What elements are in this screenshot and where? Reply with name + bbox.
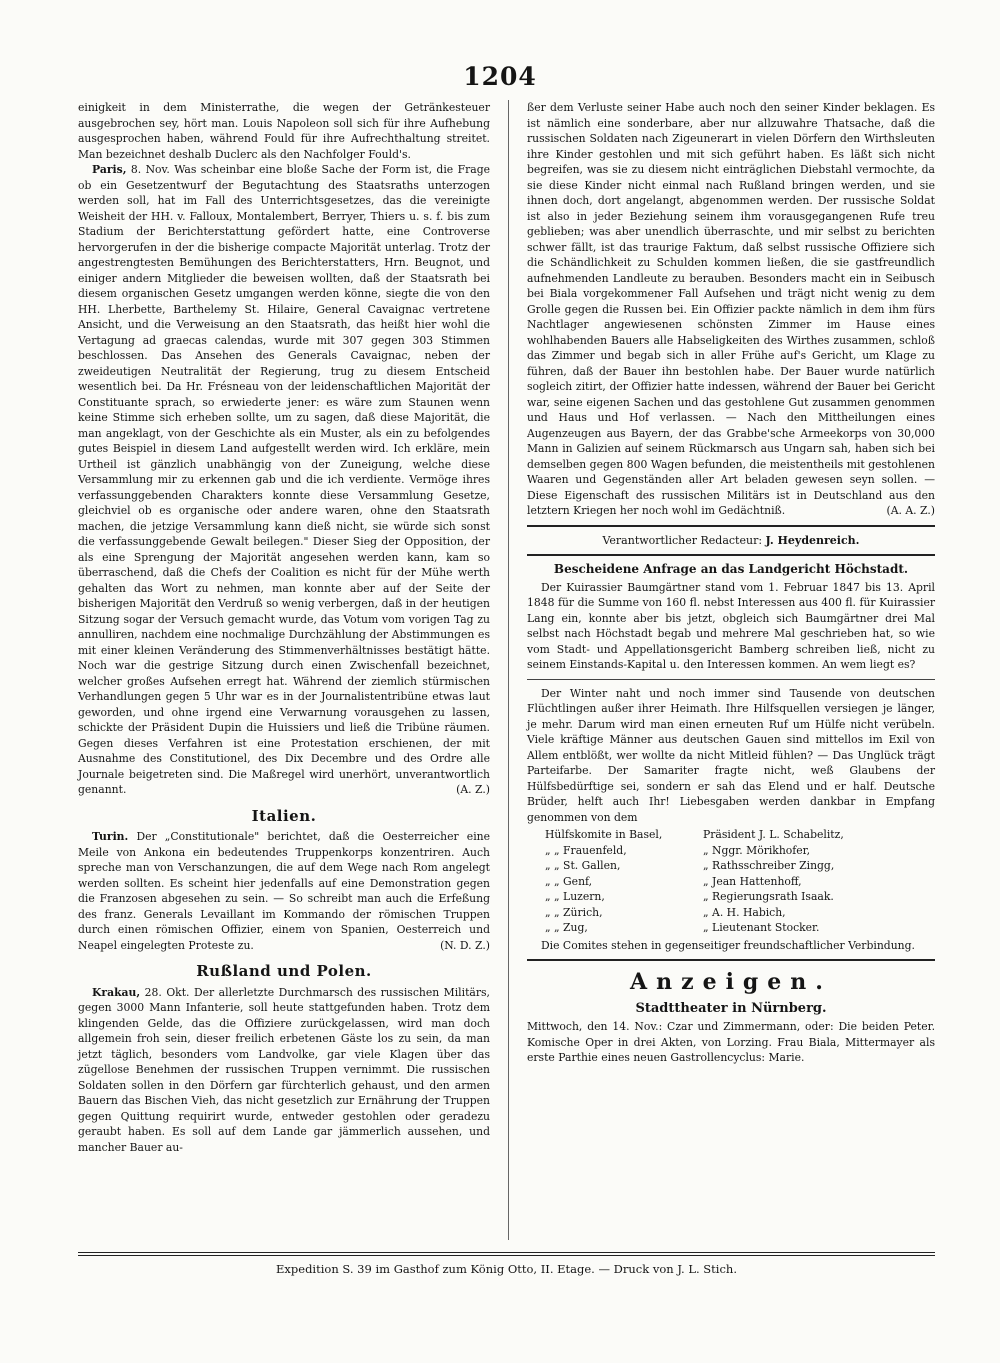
committee-person: „ Regierungsrath Isaak. [703,890,834,903]
article-continuation: einigkeit in dem Ministerrathe, die wegen der Getränkesteuer ausgebrochen sey, hört man. Louis Napoleon soll sich für ihre Aufhebung ausgesprochen haben, während Fould für ihre Aufrechthaltung streitet. Man bezeichnet deshalb Duclerc als den Nachfolger Fould's. [78,101,490,161]
separator-rule [527,525,935,527]
list-item [531,874,935,890]
separator-rule [527,679,935,680]
krakau-continuation [527,100,935,519]
column-divider [508,100,509,1240]
krakau-article [78,985,490,1156]
appeal-closing: Die Comites stehen in gegenseitiger freundschaftlicher Verbindung. [541,938,915,952]
committee-place: Hülfskomite in Basel, [545,828,663,841]
list-item [531,889,935,905]
list-item [531,858,935,874]
paris-dateline: Paris, [92,163,127,176]
turin-text: Der „Constitutionale" berichtet, daß die Oesterreicher eine Meile von Ankona ein bedeutendes Truppenkorps konzentriren. Auch spreche man von Verschanzungen, die auf dem Wege nach Rom angelegt werden sollten. Es scheint hier jedenfalls auf eine Demonstration gegen die Franzosen abgesehen zu sein. — So schreibt man auch die Erfeßung des franz. Generals Levaillant im Kommando der römischen Truppen durch einen römischen Offizier, einem von Spanien, Oesterreich und Neapel eingelegten Proteste zu. [78,830,490,952]
krakau-text: Der allerletzte Durchmarsch des russischen Militärs, gegen 3000 Mann Infanterie, soll heute stattgefunden haben. Trotz dem klingenden Gelde, das die Offiziere zurückgelassen, wird man doch allgemein froh sein, dieser freilich erbetenen Gäste los zu sein, da man jetzt täglich, besonders vom Landvolke, gar viele Klagen über das zügellose Benehmen der russischen Truppen vernimmt. Die russischen Soldaten sollen in den Dörfern gar fürchterlich gehaust, und den armen Bauern das Bischen Vieh, das nicht gesetzlich zur Ernährung der Truppen gegen Quittung requirirt wurde, entweder gestohlen oder geradezu geraubt haben. Es soll auf dem Lande gar jämmerlich aussehen, und mancher Bauer au- [78,985,490,1154]
list-item [531,905,935,921]
committee-person: „ Lieutenant Stocker. [703,921,820,934]
committee-place: „ „ Zürich, [545,905,603,919]
page-number: 1204 [463,62,537,91]
section-heading-italien: Italien. [251,806,317,825]
continuation-source: (A. A. Z.) [886,504,935,517]
right-column [527,100,935,1066]
turin-dateline: Turin. [92,830,129,843]
krakau-date: 28. Okt. [144,985,190,999]
committee-person: „ Jean Hattenhoff, [703,874,802,888]
editor-line [527,533,935,549]
continuation-text: ßer dem Verluste seiner Habe auch noch den seiner Kinder beklagen. Es ist nämlich eine sonderbare, aber nur allzuwahre Thatsache, daß die russischen Soldaten nach Zigeunerart in vielen Dörfern den Wirthsleuten ihre Kinder gestohlen und mit sich geführt haben. Es läßt sich nicht begreifen, was sie zu diesem nicht einträglichen Diebstahl vermochte, da sie diese Kinder nicht einmal nach Rußland bringen werden, und sie ihnen doch, dort angelangt, abgenommen werden. Der russische Soldat ist also in jeder Beziehung seinem ihm vorausgegangenen Rufe treu geblieben; was aber unendlich überraschte, und mir selbst zu berichten schwer fällt, ist das traurige Faktum, daß selbst russische Offiziere sich die Schändlichkeit zu Schulden kommen ließen, die sie gastfreundlich aufnehmenden Landleute zu berauben. Besonders macht ein in Seibusch bei Biala vorgekommener Fall Aufsehen und trägt nicht wenig zu dem Grolle gegen die Russen bei. Ein Offizier packte nämlich in dem ihm fürs Nachtlager angewiesenen schönsten Zimmer im Hause eines wohlhabenden Bauers alle Habseligkeiten des Wirthes zusammen, schloß das Zimmer und begab sich in aller Frühe auf's Gericht, um Klage zu führen, daß der Bauer ihn bestohlen habe. Der Bauer wurde natürlich sogleich zitirt, der Offizier hatte indessen, während der Bauer bei Gericht war, seine eigenen Sachen und das gestohlene Gut zusammen genommen und Haus und Hof verlassen. — Nach den Mittheilungen eines Augenzeugen aus Bayern, der das Grabbe'sche Armeekorps von 30,000 Mann in Galizien auf seinem Rückmarsch aus Ungarn sah, haben sich bei demselben gegen 800 Wagen befunden, die meistentheils mit gestohlenen Waaren und Gegenständen aller Art beladen gewesen seyn sollen. — Diese Eigenschaft des russischen Militärs ist in Deutschland aus den letztern Kriegen her noch wohl im Gedächtniß. [527,101,935,517]
ads-heading: Anzeigen. [630,969,832,995]
paris-article [78,162,490,798]
separator-rule [527,554,935,556]
separator-rule [527,959,935,961]
list-item [531,843,935,859]
list-item [531,827,935,843]
committee-place: „ „ Frauenfeld, [545,843,627,857]
editor-name: J. Heydenreich. [765,533,860,547]
committee-person: „ A. H. Habich, [703,905,786,919]
committee-person: „ Rathsschreiber Zingg, [703,859,835,872]
editor-label: Verantwortlicher Redacteur: [602,533,763,547]
committee-list [531,827,935,936]
inquiry-text: Der Kuirassier Baumgärtner stand vom 1. Februar 1847 bis 13. April 1848 für die Summe von 160 fl. nebst Interessen aus 400 fl. für Kuirassier Lang ein, konnte aber bis jetzt, obgleich sich Baumgärtner drei Mal selbst nach Höchstadt begab und mehrere Mal geschrieben hat, so wie vom Stadt- und Appellationsgericht Bamberg schreiben ließ, nicht zu seinem Einstands-Kapital u. den Interessen kommen. An wem liegt es? [527,580,935,671]
committee-person: Präsident J. L. Schabelitz, [703,828,844,841]
turin-article [78,829,490,953]
paris-date: 8. Nov. [130,163,170,176]
theatre-text: Mittwoch, den 14. Nov.: Czar und Zimmermann, oder: Die beiden Peter. Komische Oper in drei Akten, von Lorzing. Frau Biala, Mittermayer als erste Parthie eines neuen Gastrollencyclus: Marie. [527,1020,935,1064]
committee-place: „ „ Luzern, [545,890,605,903]
turin-source: (N. D. Z.) [440,938,490,952]
left-column [78,100,490,1155]
inquiry-title: Bescheidene Anfrage an das Landgericht Höchstadt. [553,562,909,576]
section-heading-russland: Rußland und Polen. [196,962,372,980]
krakau-dateline: Krakau, [92,985,141,999]
imprint-footer: Expedition S. 39 im Gasthof zum König Otto, II. Etage. — Druck von J. L. Stich. [276,1262,737,1276]
committee-place: „ „ St. Gallen, [545,859,621,872]
paris-text: Was scheinbar eine bloße Sache der Form ist, die Frage ob ein Gesetzentwurf der Begutachtung des Staatsraths unterzogen werden soll, hat im Fall des Unterrichtsgesetzes, das die vereinigte Weisheit der HH. v. Falloux, Montalembert, Berryer, Thiers u. s. f. bis zum Stadium der Berichterstattung gefördert hatte, eine Controverse hervorgerufen in der die bisherige compacte Majorität unterlag. Trotz der angestrengtesten Bemühungen des Berichterstatters, Hrn. Beugnot, und einiger andern Mitglieder die beweisen wollten, daß der Staatsrath bei diesem organischen Gesetz umgangen werden könne, siegte die von den HH. Lherbette, Barthelemy St. Hilaire, General Cavaignac vertretene Ansicht, und die Verweisung an den Staatsrath, das heißt hier wohl die Vertagung ad graecas calendas, wurde mit 307 gegen 303 Stimmen beschlossen. Das Ansehen des Generals Cavaignac, neben der zweideutigen Neutralität der Regierung, trug zu diesem Entscheid wesentlich bei. Da Hr. Frésneau von der leidenschaftlichen Majorität der Constituante sprach, so erwiederte jener: es wäre zum Staunen wenn keine Stimme sich erheben sollte, um zu sagen, daß diese Majorität, die man angeklagt, von der Geschichte als ein Muster, als ein zu befolgendes gutes Beispiel in diesem Land aufgestellt werden wird. Ich erkläre, mein Urtheil ist gänzlich unabhängig von der Zuneigung, welche diese Versammlung mir zu erkennen gab und die ich verdiente. Vermöge ihres verfassunggebenden Charakters konnte diese Versammlung Gesetze, gleichviel ob es organische oder andere waren, ohne den Staatsrath machen, die jetzige Versammlung kann dieß nicht, sie würde sich sonst die verfassunggebende Gewalt beilegen." Dieser Sieg der Opposition, der als eine Sprengung der Majorität angesehen werden kann, kam so überraschend, daß die Chefs der Coalition es nicht für der Mühe werth gehalten das Wort zu nehmen, man konnte aber auf der Seite der bisherigen Majorität den Verdruß so wenig verbergen, daß in der heutigen Sitzung sogar der Versuch gemacht wurde, das Votum vom vorigen Tag zu annulliren, nachdem eine nochmalige Durchzählung der Abstimmungen es mit einer kleinen Veränderung des Stimmenverhältnisses bestätigt hätte. Noch war die gestrige Sitzung durch einen Zwischenfall bezeichnet, welcher großes Aufsehen erregt hat. Während der ziemlich stürmischen Verhandlungen gegen 5 Uhr war es in der Journalistentribüne etwas laut geworden, und ohne irgend eine Verwarnung vorausgehen zu lassen, schickte der Präsident Dupin die Huissiers und ließ die Tribüne räumen. Gegen dieses Verfahren ist eine Protestation erschienen, der mit Ausnahme des Constitutionel, des Dix Decembre und des Ordre alle Journale beigetreten sind. Die Maßregel wird unerhört, unverantwortlich genannt. [78,163,490,796]
paris-source: (A. Z.) [456,783,490,796]
committee-place: „ „ Genf, [545,874,593,888]
list-item [531,920,935,936]
appeal-text: Der Winter naht und noch immer sind Tausende von deutschen Flüchtlingen außer ihrer Heimath. Ihre Hilfsquellen versiegen je länger, je mehr. Darum wird man einen erneuten Ruf um Hülfe nicht verübeln. Viele kräftige Männer aus deutschen Gauen sind mittellos im Exil von Allem entblößt, wer wollte da nicht Mitleid fühlen? — Das Unglück trägt Parteifarbe. Der Samariter fragte nicht, weß Glaubens der Hülfsbedürftige sei, sondern er sah das Elend und er half. Deutsche Brüder, helft auch Ihr! Liebesgaben werden dankbar in Empfang genommen von dem [527,686,935,824]
committee-person: „ Nggr. Mörikhofer, [703,843,811,857]
theatre-heading: Stadttheater in Nürnberg. [635,1000,827,1016]
committee-place: „ „ Zug, [545,921,588,934]
footer-rule [78,1252,935,1253]
footer-rule [78,1255,935,1256]
